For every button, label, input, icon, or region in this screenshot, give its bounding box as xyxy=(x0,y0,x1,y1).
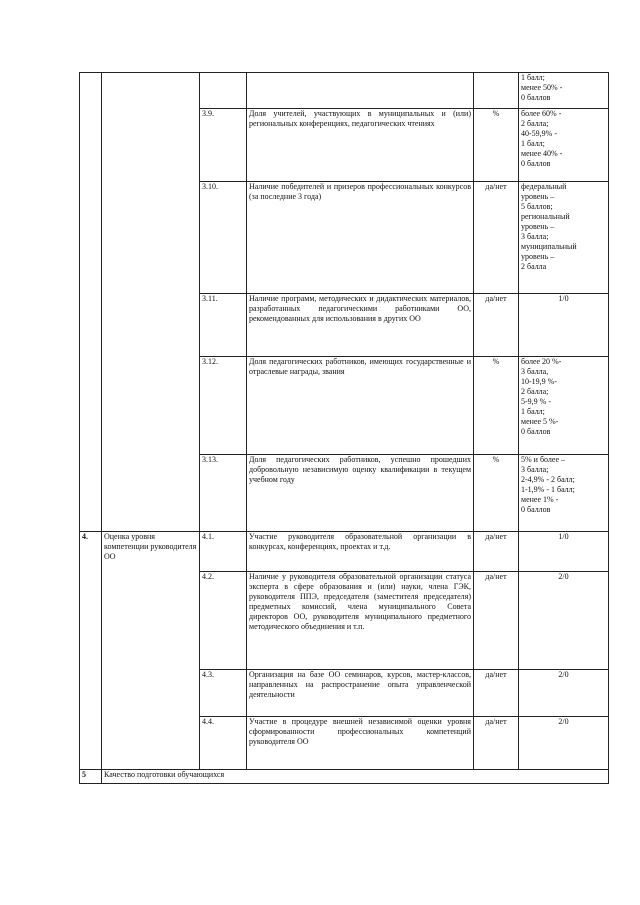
section-title: Качество подготовки обучающихся xyxy=(102,770,609,784)
section-number: 5 xyxy=(80,770,102,784)
score-cell: 2/0 xyxy=(519,572,609,670)
score-cell: 1/0 xyxy=(519,532,609,572)
score-cell: 5% и более – 3 балла; 2-4,9% - 2 балл; 1-1,9% - 1 балл; менее 1% - 0 баллов xyxy=(519,455,609,532)
item-number: 3.12. xyxy=(200,357,247,455)
section-title-cell xyxy=(102,73,200,532)
item-number: 3.10. xyxy=(200,182,247,294)
item-number: 3.11. xyxy=(200,294,247,357)
score-cell: более 60% - 2 балла; 40-59,9% - 1 балл; менее 40% - 0 баллов xyxy=(519,109,609,182)
table-row xyxy=(80,532,609,572)
item-description: Доля педагогических работников, успешно прошедших добровольную независимую оценку квалификации в текущем учебном году xyxy=(247,455,474,532)
item-unit: да/нет xyxy=(474,294,519,357)
score-cell: 1 балл; менее 50% - 0 баллов xyxy=(519,73,609,109)
item-number: 4.4. xyxy=(200,717,247,770)
score-cell: 2/0 xyxy=(519,717,609,770)
item-number: 4.2. xyxy=(200,572,247,670)
score-cell: 2/0 xyxy=(519,670,609,717)
section-number: 4. xyxy=(80,532,102,770)
item-number: 4.3. xyxy=(200,670,247,717)
item-number: 3.13. xyxy=(200,455,247,532)
item-unit: % xyxy=(474,455,519,532)
table-row xyxy=(80,770,609,784)
item-description: Участие руководителя образовательной организации в конкурсах, конференциях, проектах и т.д. xyxy=(247,532,474,572)
item-unit: % xyxy=(474,357,519,455)
section-number-cell xyxy=(80,73,102,532)
item-description: Наличие победителей и призеров профессиональных конкурсов (за последние 3 года) xyxy=(247,182,474,294)
section-title: Оценка уровня компетенции руководителя ОО xyxy=(102,532,200,770)
item-description: Наличие у руководителя образовательной организации статуса эксперта в сфере образования и (или) науки, члена ГЭК, руководителя ППЭ, председателя (заместителя председателя) предметных комиссий, члена муниципального Совета директоров ОО, руководителя муниципального предметного методического объединения и т.п. xyxy=(247,572,474,670)
item-description: Доля педагогических работников, имеющих государственные и отраслевые награды, звания xyxy=(247,357,474,455)
item-description: Доля учителей, участвующих в муниципальных и (или) региональных конференциях, педагогических чтениях xyxy=(247,109,474,182)
item-description: Участие в процедуре внешней независимой оценки уровня сформированности профессиональных компетенций руководителя ОО xyxy=(247,717,474,770)
score-cell: более 20 %- 3 балла, 10-19,9 %- 2 балла; 5-9,9 % - 1 балл; менее 5 %- 0 баллов xyxy=(519,357,609,455)
item-unit: % xyxy=(474,109,519,182)
score-cell: 1/0 xyxy=(519,294,609,357)
item-description: Организация на базе ОО семинаров, курсов, мастер-классов, направленных на распространение опыта управленческой деятельности xyxy=(247,670,474,717)
item-description: Наличие программ, методических и дидактических материалов, разработанных педагогическими работниками ОО, рекомендованных для использования в других ОО xyxy=(247,294,474,357)
table-row xyxy=(80,73,609,109)
criteria-table xyxy=(79,72,609,784)
item-number: 4.1. xyxy=(200,532,247,572)
item-unit: да/нет xyxy=(474,572,519,670)
item-unit: да/нет xyxy=(474,182,519,294)
item-unit: да/нет xyxy=(474,670,519,717)
item-unit: да/нет xyxy=(474,717,519,770)
item-number: 3.9. xyxy=(200,109,247,182)
score-cell: федеральный уровень – 5 баллов; региональный уровень – 3 балла; муниципальный уровень – 2 балла xyxy=(519,182,609,294)
item-unit: да/нет xyxy=(474,532,519,572)
